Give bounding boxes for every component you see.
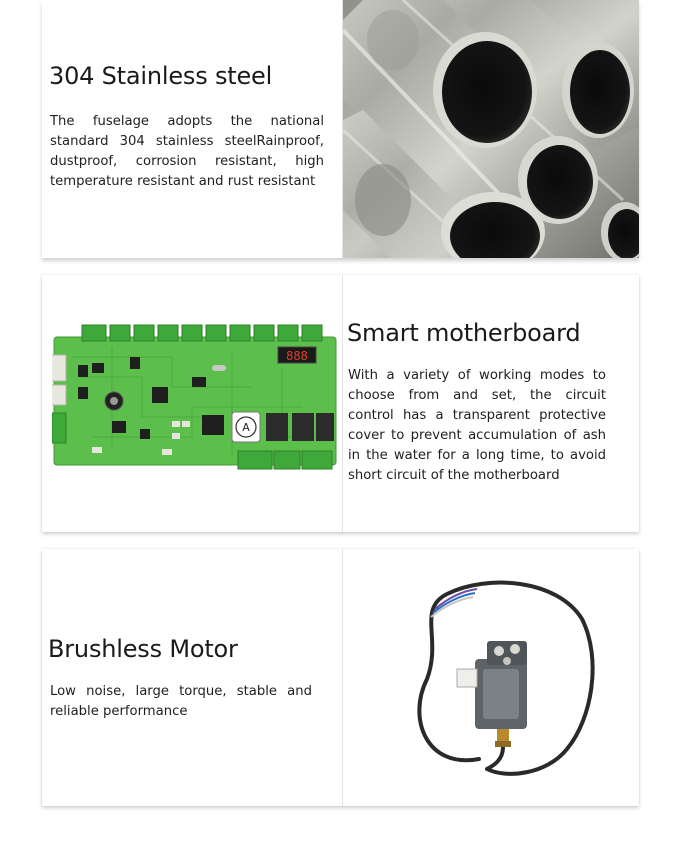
- stainless-steel-pipes-image: [343, 0, 639, 258]
- feature-card-stainless-steel: [42, 0, 639, 258]
- board-display-digits: 888: [286, 349, 308, 363]
- feature-card-brushless-motor: [42, 549, 639, 806]
- section-description: The fuselage adopts the national standard 304 stainless steelRainproof, dustproof, corrosion resistant, high temperature resistant and rust resistant: [50, 114, 324, 189]
- motherboard-image: [52, 317, 342, 475]
- section-description: Low noise, large torque, stable and reliable performance: [50, 684, 312, 719]
- section-title: Smart motherboard: [347, 319, 581, 347]
- feature-card-smart-motherboard: [42, 275, 639, 532]
- brushless-motor-image: [387, 569, 602, 789]
- section-description: With a variety of working modes to choose from and set, the circuit control has a transparent protective cover to prevent accumulation of ash in the water for a long time, to avoid short circuit of the motherboard: [348, 368, 606, 483]
- section-title: 304 Stainless steel: [49, 62, 273, 90]
- board-relay-label: A: [242, 421, 250, 434]
- card-divider: [342, 275, 343, 532]
- card-divider: [342, 549, 343, 806]
- section-title: Brushless Motor: [48, 635, 238, 663]
